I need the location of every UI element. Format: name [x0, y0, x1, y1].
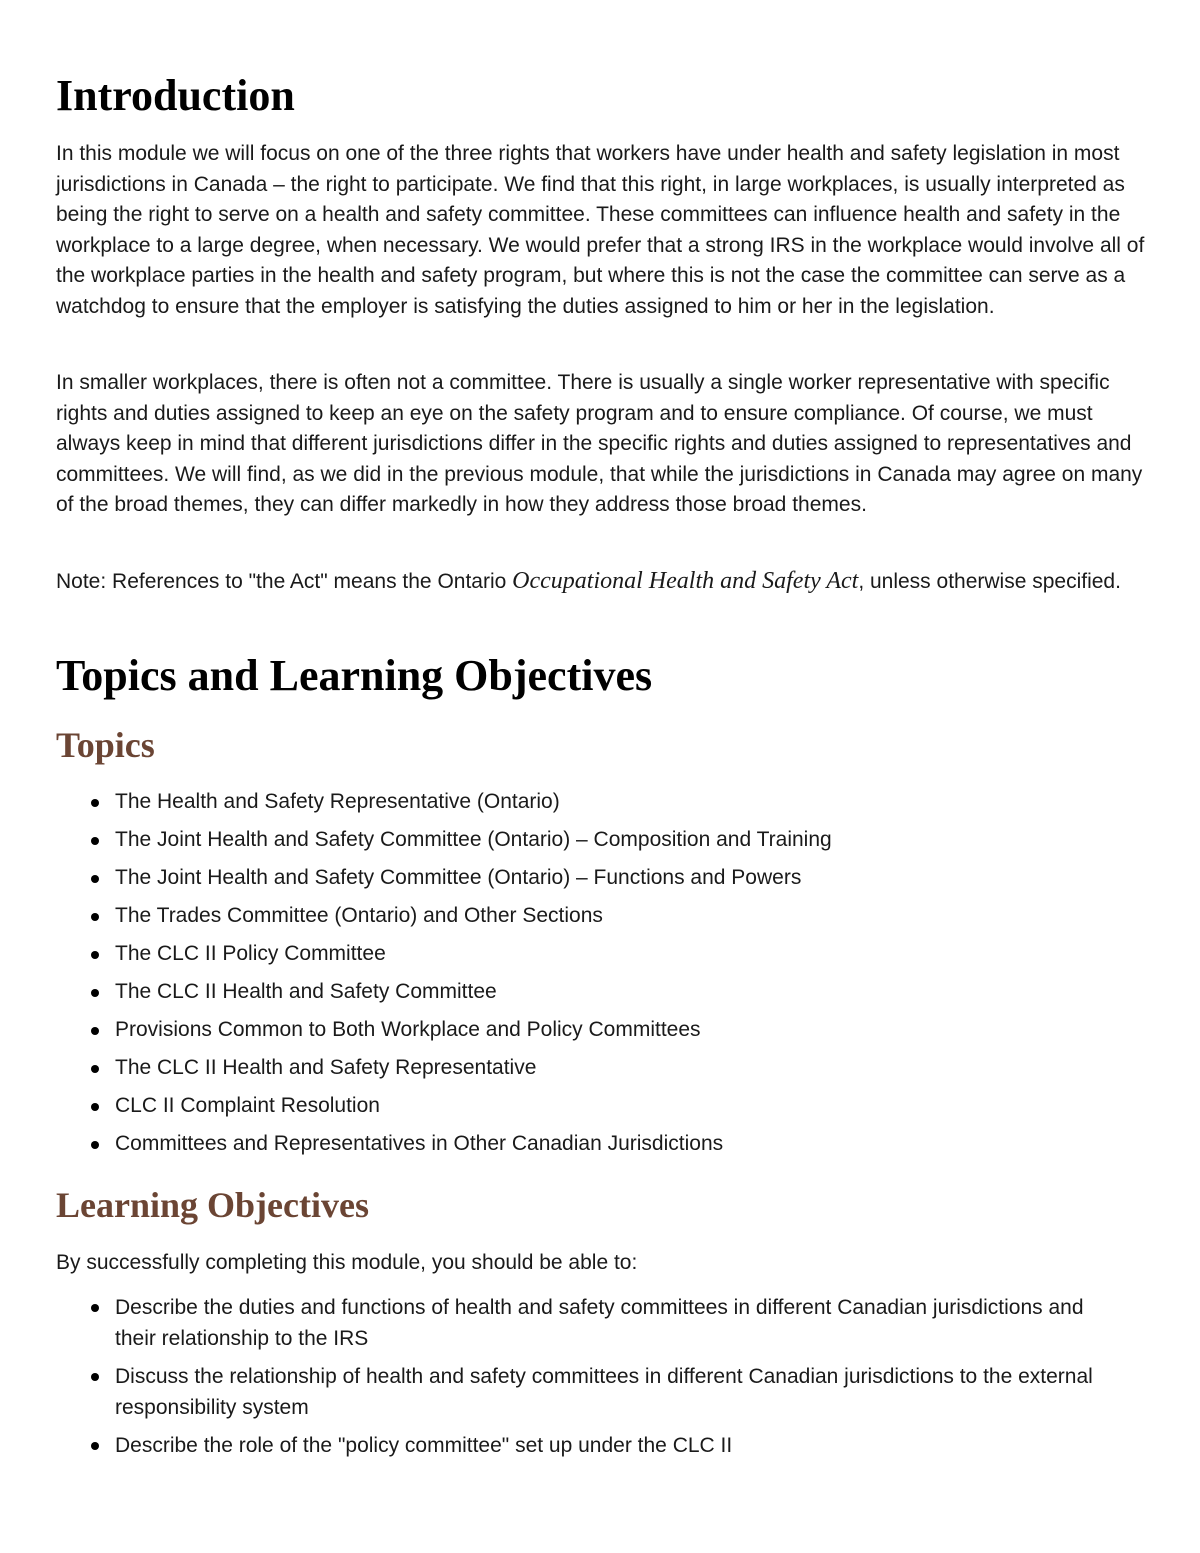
- objectives-list: [56, 1292, 1116, 1468]
- learning-objectives-heading: Learning Objectives: [56, 1185, 369, 1225]
- intro-paragraph-1: In this module we will focus on one of the three rights that workers have under health and safety legislation in most jurisdictions in Canada – the right to participate. We find that this right, in large workplaces, is usually interpreted as being the right to serve on a health and safety committee. These committees can influence health and safety in the workplace to a large degree, when necessary. We would prefer that a strong IRS in the workplace would involve all of the workplace parties in the health and safety program, but where this is not the case the committee can serve as a watchdog to ensure that the employer is satisfying the duties assigned to him or her in the legislation.: [56, 142, 1145, 318]
- list-item: CLC II Complaint Resolution: [56, 1091, 1116, 1129]
- note-suffix: , unless otherwise specified.: [858, 570, 1121, 593]
- list-item: The Health and Safety Representative (Ontario): [56, 787, 1116, 825]
- note-prefix: Note: References to "the Act" means the Ontario: [56, 570, 513, 593]
- list-item: Discuss the relationship of health and safety committees in different Canadian jurisdictions to the external responsibility system: [56, 1361, 1116, 1423]
- introduction-heading: Introduction: [56, 71, 295, 120]
- intro-paragraph-2: In smaller workplaces, there is often not a committee. There is usually a single worker representative with specific rights and duties assigned to keep an eye on the safety program and to ensure compliance. Of course, we must always keep in mind that different jurisdictions differ in the specific rights and duties assigned to representatives and committees. We will find, as we did in the previous module, that while the jurisdictions in Canada may agree on many of the broad themes, they can differ markedly in how they address those broad themes.: [56, 371, 1143, 516]
- list-item: The Trades Committee (Ontario) and Other Sections: [56, 901, 1116, 939]
- list-item: Describe the duties and functions of health and safety committees in different Canadian jurisdictions and their relationship to the IRS: [56, 1292, 1116, 1354]
- list-item: Committees and Representatives in Other Canadian Jurisdictions: [56, 1129, 1116, 1167]
- list-item: Describe the role of the "policy committee" set up under the CLC II: [56, 1430, 1116, 1461]
- list-item: The CLC II Health and Safety Representative: [56, 1053, 1116, 1091]
- objectives-intro: By successfully completing this module, you should be able to:: [56, 1251, 638, 1274]
- intro-note: [56, 566, 1146, 598]
- list-item: The Joint Health and Safety Committee (Ontario) – Composition and Training: [56, 825, 1116, 863]
- note-act-title: Occupational Health and Safety Act: [512, 568, 859, 594]
- topics-list: [56, 787, 1116, 1167]
- list-item: Provisions Common to Both Workplace and Policy Committees: [56, 1015, 1116, 1053]
- list-item: The CLC II Health and Safety Committee: [56, 977, 1116, 1015]
- topics-objectives-heading: Topics and Learning Objectives: [56, 651, 653, 700]
- topics-heading: Topics: [56, 725, 155, 765]
- list-item: The Joint Health and Safety Committee (Ontario) – Functions and Powers: [56, 863, 1116, 901]
- list-item: The CLC II Policy Committee: [56, 939, 1116, 977]
